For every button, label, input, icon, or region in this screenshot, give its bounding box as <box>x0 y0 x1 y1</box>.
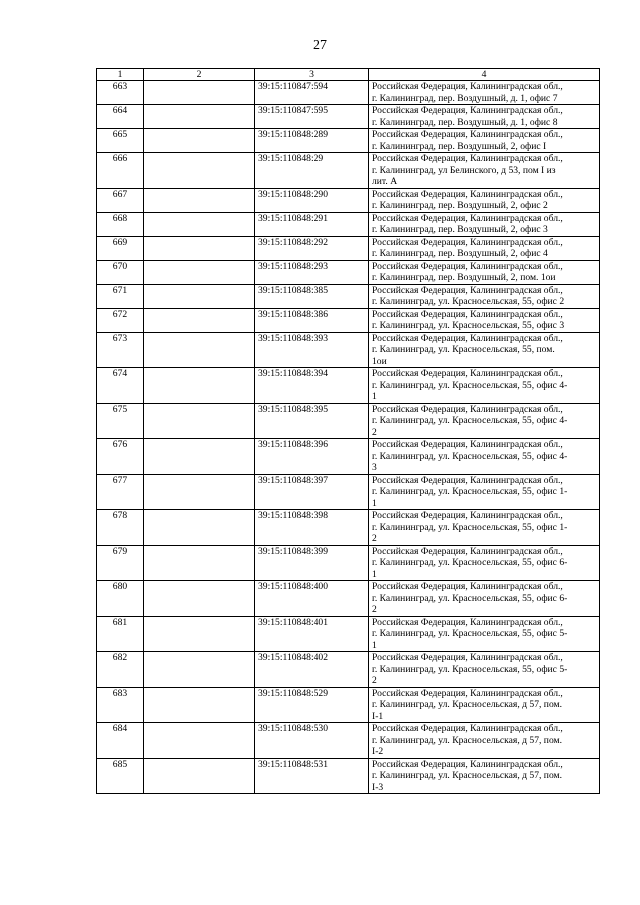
column-header-4: 4 <box>369 69 600 81</box>
row-column-2 <box>144 188 255 212</box>
row-number: 673 <box>97 332 144 368</box>
row-column-2 <box>144 758 255 794</box>
cadastral-number: 39:15:110848:529 <box>255 687 369 723</box>
row-column-2 <box>144 236 255 260</box>
row-number: 676 <box>97 439 144 475</box>
cadastral-number: 39:15:110847:595 <box>255 105 369 129</box>
address: Российская Федерация, Калининградская обл., г. Калининград, пер. Воздушный, 2, офис 4 <box>369 236 600 260</box>
page-number: 27 <box>313 38 327 53</box>
table-row <box>97 153 600 189</box>
address: Российская Федерация, Калининградская обл., г. Калининград, пер. Воздушный, 2, офис 2 <box>369 188 600 212</box>
row-number: 679 <box>97 545 144 581</box>
row-column-2 <box>144 212 255 236</box>
row-column-2 <box>144 439 255 475</box>
cadastral-number: 39:15:110848:397 <box>255 474 369 510</box>
table-row <box>97 284 600 308</box>
cadastral-number: 39:15:110848:386 <box>255 308 369 332</box>
row-number: 667 <box>97 188 144 212</box>
row-number: 677 <box>97 474 144 510</box>
cadastral-number: 39:15:110848:530 <box>255 723 369 759</box>
table-row <box>97 510 600 546</box>
cadastral-number: 39:15:110848:399 <box>255 545 369 581</box>
address: Российская Федерация, Калининградская обл., г. Калининград, ул. Красносельская, 55, офис 1- 1 <box>369 474 600 510</box>
address: Российская Федерация, Калининградская обл., г. Калининград, ул. Красносельская, 55, офис 4- 3 <box>369 439 600 475</box>
cadastral-number: 39:15:110848:531 <box>255 758 369 794</box>
row-number: 681 <box>97 616 144 652</box>
row-column-2 <box>144 284 255 308</box>
address: Российская Федерация, Калининградская обл., г. Калининград, ул. Красносельская, д 57, пом. I-1 <box>369 687 600 723</box>
row-column-2 <box>144 260 255 284</box>
row-column-2 <box>144 105 255 129</box>
row-column-2 <box>144 510 255 546</box>
row-number: 666 <box>97 153 144 189</box>
table-header-row <box>97 69 600 81</box>
address: Российская Федерация, Калининградская обл., г. Калининград, ул. Красносельская, д 57, пом. I-2 <box>369 723 600 759</box>
cadastral-number: 39:15:110848:395 <box>255 403 369 439</box>
property-register-table <box>96 68 600 794</box>
row-column-2 <box>144 545 255 581</box>
cadastral-number: 39:15:110848:402 <box>255 652 369 688</box>
address: Российская Федерация, Калининградская обл., г. Калининград, ул. Красносельская, 55, офис 5- 1 <box>369 616 600 652</box>
row-number: 678 <box>97 510 144 546</box>
row-number: 680 <box>97 581 144 617</box>
address: Российская Федерация, Калининградская обл., г. Калининград, ул. Красносельская, 55, офис 4- 2 <box>369 403 600 439</box>
row-column-2 <box>144 687 255 723</box>
address: Российская Федерация, Калининградская обл., г. Калининград, ул. Красносельская, 55, офис 1- 2 <box>369 510 600 546</box>
row-number: 669 <box>97 236 144 260</box>
address: Российская Федерация, Калининградская обл., г. Калининград, пер. Воздушный, д. 1, офис 7 <box>369 81 600 105</box>
address: Российская Федерация, Калининградская обл., г. Калининград, ул. Красносельская, 55, офис 3 <box>369 308 600 332</box>
address: Российская Федерация, Калининградская обл., г. Калининград, ул. Красносельская, д 57, пом. I-3 <box>369 758 600 794</box>
cadastral-number: 39:15:110848:394 <box>255 368 369 404</box>
row-number: 675 <box>97 403 144 439</box>
cadastral-number: 39:15:110848:385 <box>255 284 369 308</box>
row-column-2 <box>144 308 255 332</box>
table-row <box>97 758 600 794</box>
row-column-2 <box>144 616 255 652</box>
table-row <box>97 545 600 581</box>
row-number: 685 <box>97 758 144 794</box>
table-row <box>97 616 600 652</box>
row-number: 682 <box>97 652 144 688</box>
table-row <box>97 212 600 236</box>
column-header-3: 3 <box>255 69 369 81</box>
table-row <box>97 439 600 475</box>
row-number: 668 <box>97 212 144 236</box>
row-number: 672 <box>97 308 144 332</box>
cadastral-number: 39:15:110848:293 <box>255 260 369 284</box>
table-row <box>97 308 600 332</box>
cadastral-number: 39:15:110848:393 <box>255 332 369 368</box>
address: Российская Федерация, Калининградская обл., г. Калининград, пер. Воздушный, 2, офис I <box>369 129 600 153</box>
row-number: 684 <box>97 723 144 759</box>
table-row <box>97 332 600 368</box>
cadastral-number: 39:15:110848:290 <box>255 188 369 212</box>
row-column-2 <box>144 129 255 153</box>
row-column-2 <box>144 474 255 510</box>
table-row <box>97 81 600 105</box>
address: Российская Федерация, Калининградская обл., г. Калининград, ул. Красносельская, 55, офис 6- 2 <box>369 581 600 617</box>
row-column-2 <box>144 581 255 617</box>
table-row <box>97 652 600 688</box>
table-row <box>97 723 600 759</box>
row-number: 663 <box>97 81 144 105</box>
column-header-2: 2 <box>144 69 255 81</box>
row-number: 670 <box>97 260 144 284</box>
address: Российская Федерация, Калининградская обл., г. Калининград, пер. Воздушный, д. 1, офис 8 <box>369 105 600 129</box>
table-row <box>97 105 600 129</box>
address: Российская Федерация, Калининградская обл., г. Калининград, ул. Красносельская, 55, пом. 1ои <box>369 332 600 368</box>
cadastral-number: 39:15:110848:289 <box>255 129 369 153</box>
cadastral-number: 39:15:110848:401 <box>255 616 369 652</box>
column-header-1: 1 <box>97 69 144 81</box>
address: Российская Федерация, Калининградская обл., г. Калининград, ул. Красносельская, 55, офис 4- 1 <box>369 368 600 404</box>
table-row <box>97 260 600 284</box>
cadastral-number: 39:15:110848:400 <box>255 581 369 617</box>
row-column-2 <box>144 153 255 189</box>
row-column-2 <box>144 723 255 759</box>
row-number: 665 <box>97 129 144 153</box>
cadastral-number: 39:15:110847:594 <box>255 81 369 105</box>
table-row <box>97 581 600 617</box>
cadastral-number: 39:15:110848:29 <box>255 153 369 189</box>
address: Российская Федерация, Калининградская обл., г. Калининград, ул. Красносельская, 55, офис 6- 1 <box>369 545 600 581</box>
row-number: 683 <box>97 687 144 723</box>
row-column-2 <box>144 368 255 404</box>
cadastral-number: 39:15:110848:398 <box>255 510 369 546</box>
address: Российская Федерация, Калининградская обл., г. Калининград, ул. Красносельская, 55, офис 2 <box>369 284 600 308</box>
row-column-2 <box>144 652 255 688</box>
table-row <box>97 188 600 212</box>
cadastral-number: 39:15:110848:291 <box>255 212 369 236</box>
row-number: 671 <box>97 284 144 308</box>
table-row <box>97 368 600 404</box>
address: Российская Федерация, Калининградская обл., г. Калининград, пер. Воздушный, 2, пом. 1ои <box>369 260 600 284</box>
cadastral-number: 39:15:110848:396 <box>255 439 369 475</box>
address: Российская Федерация, Калининградская обл., г. Калининград, ул Белинского, д 53, пом I из лит. А <box>369 153 600 189</box>
address: Российская Федерация, Калининградская обл., г. Калининград, ул. Красносельская, 55, офис 5- 2 <box>369 652 600 688</box>
table-body <box>97 81 600 794</box>
row-column-2 <box>144 81 255 105</box>
row-number: 664 <box>97 105 144 129</box>
table-row <box>97 474 600 510</box>
address: Российская Федерация, Калининградская обл., г. Калининград, пер. Воздушный, 2, офис 3 <box>369 212 600 236</box>
row-number: 674 <box>97 368 144 404</box>
table-row <box>97 403 600 439</box>
table-row <box>97 687 600 723</box>
row-column-2 <box>144 332 255 368</box>
row-column-2 <box>144 403 255 439</box>
table-row <box>97 236 600 260</box>
table-row <box>97 129 600 153</box>
cadastral-number: 39:15:110848:292 <box>255 236 369 260</box>
